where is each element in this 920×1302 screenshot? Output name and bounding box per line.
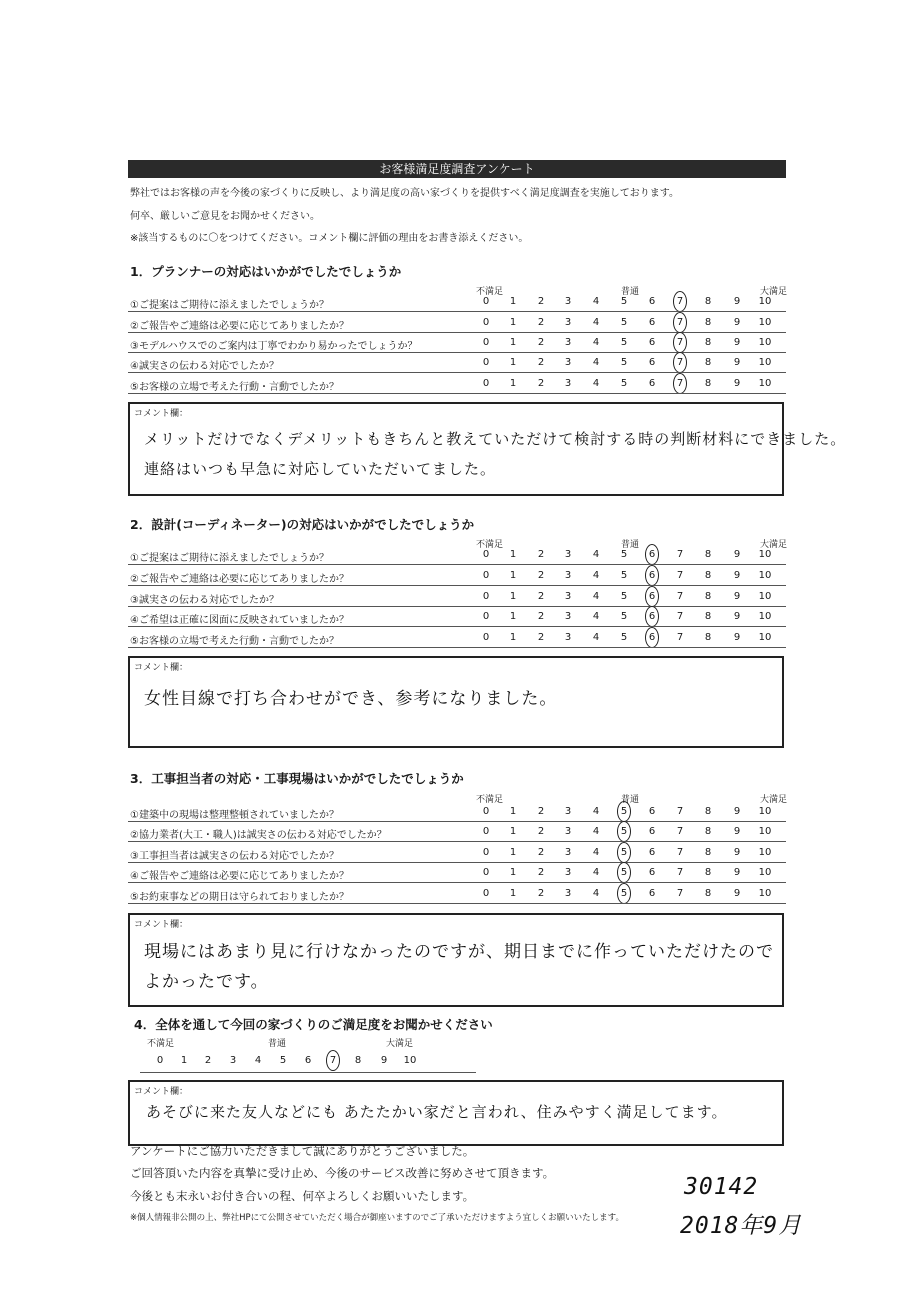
comment-label: コメント欄： bbox=[134, 409, 189, 419]
rating-option[interactable]: 2 bbox=[537, 591, 545, 602]
rating-option[interactable]: 1 bbox=[509, 549, 517, 560]
rating-option[interactable]: 9 bbox=[733, 867, 741, 878]
rating-option[interactable]: 2 bbox=[537, 611, 545, 622]
rating-option[interactable]: 4 bbox=[592, 826, 600, 837]
rating-option[interactable]: 0 bbox=[482, 357, 490, 368]
rating-option[interactable]: 8 bbox=[704, 357, 712, 368]
rating-option[interactable]: 10 bbox=[758, 337, 772, 348]
survey-title: お客様満足度調査アンケート bbox=[128, 160, 786, 178]
section-title: 1．プランナーの対応はいかがでしたでしょうか bbox=[130, 264, 402, 279]
rating-option[interactable]: 9 bbox=[733, 847, 741, 858]
rating-option[interactable]: 0 bbox=[482, 317, 490, 328]
rating-option[interactable]: 6 bbox=[648, 888, 656, 899]
rating-option[interactable]: 0 bbox=[482, 632, 490, 643]
rating-option[interactable]: 5 bbox=[620, 296, 628, 307]
rating-option[interactable]: 7 bbox=[676, 888, 684, 899]
selected-rating-circle bbox=[617, 862, 631, 883]
rating-option[interactable]: 10 bbox=[758, 357, 772, 368]
rating-option[interactable]: 3 bbox=[564, 591, 572, 602]
rating-option[interactable]: 6 bbox=[304, 1055, 312, 1066]
rating-option[interactable]: 2 bbox=[537, 826, 545, 837]
rating-option[interactable]: 4 bbox=[254, 1055, 262, 1066]
rating-option[interactable]: 9 bbox=[733, 296, 741, 307]
rating-option[interactable]: 2 bbox=[537, 888, 545, 899]
question-label: ④誠実さの伝わる対応でしたか？ bbox=[130, 361, 279, 372]
rating-option[interactable]: 3 bbox=[229, 1055, 237, 1066]
scale-label-high: 大満足 bbox=[760, 795, 788, 805]
rating-option[interactable]: 6 bbox=[648, 611, 656, 622]
question-label: ③誠実さの伝わる対応でしたか？ bbox=[130, 595, 279, 606]
selected-rating-circle bbox=[617, 821, 631, 842]
selected-rating-circle bbox=[645, 586, 659, 607]
rating-option[interactable]: 3 bbox=[564, 317, 572, 328]
rating-option[interactable]: 8 bbox=[704, 378, 712, 389]
row-divider bbox=[128, 821, 786, 822]
rating-option[interactable]: 0 bbox=[482, 296, 490, 307]
rating-option[interactable]: 8 bbox=[704, 826, 712, 837]
rating-option[interactable]: 6 bbox=[648, 296, 656, 307]
rating-option[interactable]: 4 bbox=[592, 867, 600, 878]
question-label: ③モデルハウスでのご案内は丁寧でわかり易かったでしょうか？ bbox=[130, 341, 418, 352]
rating-option[interactable]: 7 bbox=[676, 378, 684, 389]
rating-option[interactable]: 7 bbox=[676, 337, 684, 348]
rating-option[interactable]: 9 bbox=[733, 337, 741, 348]
row-divider bbox=[128, 882, 786, 883]
rating-option[interactable]: 7 bbox=[676, 632, 684, 643]
section-title: 3．工事担当者の対応・工事現場はいかがでしたでしょうか bbox=[130, 771, 464, 786]
rating-option[interactable]: 9 bbox=[733, 317, 741, 328]
rating-option[interactable]: 5 bbox=[620, 357, 628, 368]
handwritten-comment: 女性目線で打ち合わせができ、参考になりました。 bbox=[144, 689, 558, 709]
rating-option[interactable]: 3 bbox=[564, 632, 572, 643]
question-label: ④ご報告やご連絡は必要に応じてありましたか？ bbox=[130, 871, 349, 882]
selected-rating-circle bbox=[617, 883, 631, 904]
selected-rating-circle bbox=[673, 332, 687, 353]
rating-option[interactable]: 3 bbox=[564, 867, 572, 878]
rating-option[interactable]: 8 bbox=[704, 888, 712, 899]
rating-option[interactable]: 6 bbox=[648, 826, 656, 837]
rating-option[interactable]: 8 bbox=[704, 317, 712, 328]
rating-option[interactable]: 10 bbox=[403, 1055, 417, 1066]
scale-label-low: 不満足 bbox=[476, 540, 504, 550]
rating-option[interactable]: 10 bbox=[758, 847, 772, 858]
rating-option[interactable]: 10 bbox=[758, 549, 772, 560]
scale-label-mid: 普通 bbox=[621, 795, 640, 805]
rating-option[interactable]: 8 bbox=[704, 806, 712, 817]
rating-option[interactable]: 8 bbox=[704, 296, 712, 307]
rating-option[interactable]: 2 bbox=[537, 337, 545, 348]
scale-label-high: 大満足 bbox=[760, 540, 788, 550]
rating-option[interactable]: 6 bbox=[648, 867, 656, 878]
rating-option[interactable]: 0 bbox=[482, 826, 490, 837]
row-divider bbox=[128, 585, 786, 586]
handwritten-comment: メリットだけでなくデメリットもきちんと教えていただけて検討する時の判断材料にできました。 bbox=[144, 430, 847, 448]
selected-rating-circle bbox=[673, 291, 687, 312]
comment-box bbox=[128, 402, 784, 496]
rating-option[interactable]: 2 bbox=[537, 549, 545, 560]
rating-option[interactable]: 2 bbox=[204, 1055, 212, 1066]
rating-option[interactable]: 3 bbox=[564, 888, 572, 899]
selected-rating-circle bbox=[617, 842, 631, 863]
rating-option[interactable]: 10 bbox=[758, 632, 772, 643]
question-label: ⑤お客様の立場で考えた行動・言動でしたか？ bbox=[130, 382, 339, 393]
rating-option[interactable]: 9 bbox=[733, 549, 741, 560]
closing-message: アンケートにご協力いただきまして誠にありがとうございました。 bbox=[130, 1144, 475, 1158]
scale-label-high: 大満足 bbox=[386, 1039, 414, 1049]
intro-text: 弊社ではお客様の声を今後の家づくりに反映し、より満足度の高い家づくりを提供すべく満足度調査を実施しております。 bbox=[130, 188, 679, 199]
rating-option[interactable]: 5 bbox=[620, 632, 628, 643]
rating-option[interactable]: 10 bbox=[758, 378, 772, 389]
rating-option[interactable]: 6 bbox=[648, 806, 656, 817]
rating-option[interactable]: 6 bbox=[648, 570, 656, 581]
rating-option[interactable]: 1 bbox=[509, 337, 517, 348]
rating-option[interactable]: 1 bbox=[509, 632, 517, 643]
rating-option[interactable]: 1 bbox=[509, 591, 517, 602]
rating-option[interactable]: 3 bbox=[564, 611, 572, 622]
rating-option[interactable]: 9 bbox=[733, 570, 741, 581]
rating-option[interactable]: 5 bbox=[620, 826, 628, 837]
rating-option[interactable]: 5 bbox=[620, 570, 628, 581]
rating-option[interactable]: 4 bbox=[592, 632, 600, 643]
scale-label-low: 不満足 bbox=[476, 287, 504, 297]
rating-option[interactable]: 5 bbox=[620, 847, 628, 858]
rating-option[interactable]: 8 bbox=[704, 549, 712, 560]
rating-option[interactable]: 1 bbox=[509, 317, 517, 328]
rating-option[interactable]: 1 bbox=[509, 570, 517, 581]
comment-label: コメント欄： bbox=[134, 920, 189, 930]
rating-option[interactable]: 8 bbox=[704, 847, 712, 858]
question-label: ④ご希望は正確に図面に反映されていましたか？ bbox=[130, 615, 349, 626]
row-divider bbox=[128, 841, 786, 842]
scale-label-mid: 普通 bbox=[268, 1039, 287, 1049]
rating-option[interactable]: 6 bbox=[648, 337, 656, 348]
rating-option[interactable]: 0 bbox=[482, 570, 490, 581]
privacy-note: ※個人情報非公開の上、弊社HPにて公開させていただく場合が御座いますのでご了承いただけますよう宜しくお願いいたします。 bbox=[130, 1213, 624, 1223]
rating-option[interactable]: 8 bbox=[704, 867, 712, 878]
selected-rating-circle bbox=[617, 801, 631, 822]
rating-option[interactable]: 4 bbox=[592, 337, 600, 348]
selected-rating-circle bbox=[673, 352, 687, 373]
rating-option[interactable]: 10 bbox=[758, 296, 772, 307]
row-divider bbox=[128, 606, 786, 607]
rating-option[interactable]: 9 bbox=[733, 806, 741, 817]
rating-option[interactable]: 5 bbox=[620, 867, 628, 878]
question-label: ①ご提案はご期待に添えましたでしょうか？ bbox=[130, 553, 329, 564]
rating-option[interactable]: 5 bbox=[620, 888, 628, 899]
rating-option[interactable]: 4 bbox=[592, 591, 600, 602]
rating-option[interactable]: 0 bbox=[482, 337, 490, 348]
rating-option[interactable]: 9 bbox=[733, 632, 741, 643]
rating-option[interactable]: 7 bbox=[676, 317, 684, 328]
rating-option[interactable]: 1 bbox=[509, 867, 517, 878]
row-divider bbox=[128, 332, 786, 333]
scale-label-low: 不満足 bbox=[147, 1039, 175, 1049]
rating-option[interactable]: 1 bbox=[509, 378, 517, 389]
row-divider bbox=[128, 862, 786, 863]
rating-option[interactable]: 0 bbox=[482, 847, 490, 858]
selected-rating-circle bbox=[326, 1050, 340, 1071]
rating-option[interactable]: 4 bbox=[592, 296, 600, 307]
scale-label-mid: 普通 bbox=[621, 287, 640, 297]
row-divider bbox=[128, 352, 786, 353]
rating-option[interactable]: 2 bbox=[537, 317, 545, 328]
rating-option[interactable]: 7 bbox=[676, 549, 684, 560]
rating-option[interactable]: 10 bbox=[758, 806, 772, 817]
rating-option[interactable]: 0 bbox=[482, 378, 490, 389]
rating-option[interactable]: 9 bbox=[733, 591, 741, 602]
rating-option[interactable]: 5 bbox=[620, 337, 628, 348]
rating-option[interactable]: 3 bbox=[564, 337, 572, 348]
question-label: ②ご報告やご連絡は必要に応じてありましたか？ bbox=[130, 321, 349, 332]
rating-option[interactable]: 4 bbox=[592, 357, 600, 368]
rating-option[interactable]: 8 bbox=[704, 611, 712, 622]
rating-option[interactable]: 4 bbox=[592, 888, 600, 899]
rating-option[interactable]: 6 bbox=[648, 632, 656, 643]
rating-option[interactable]: 9 bbox=[733, 826, 741, 837]
rating-option[interactable]: 4 bbox=[592, 549, 600, 560]
handwritten-date: 2018年9月 bbox=[680, 1213, 803, 1239]
rating-option[interactable]: 3 bbox=[564, 826, 572, 837]
rating-option[interactable]: 7 bbox=[676, 867, 684, 878]
closing-message: 今後とも末永いお付き合いの程、何卒よろしくお願いいたします。 bbox=[130, 1189, 475, 1203]
question-label: ②協力業者(大工・職人)は誠実さの伝わる対応でしたか？ bbox=[130, 830, 387, 841]
selected-rating-circle bbox=[673, 312, 687, 333]
rating-option[interactable]: 7 bbox=[676, 826, 684, 837]
rating-option[interactable]: 3 bbox=[564, 549, 572, 560]
selected-rating-circle bbox=[673, 373, 687, 394]
scale-label-high: 大満足 bbox=[760, 287, 788, 297]
rating-option[interactable]: 5 bbox=[620, 591, 628, 602]
question-label: ①建築中の現場は整理整頓されていましたか？ bbox=[130, 810, 339, 821]
rating-option[interactable]: 7 bbox=[676, 806, 684, 817]
rating-option[interactable]: 4 bbox=[592, 570, 600, 581]
rating-option[interactable]: 7 bbox=[676, 296, 684, 307]
handwritten-id-number: 30142 bbox=[684, 1174, 759, 1200]
rating-option[interactable]: 1 bbox=[509, 357, 517, 368]
rating-option[interactable]: 2 bbox=[537, 570, 545, 581]
row-divider bbox=[128, 311, 786, 312]
rating-option[interactable]: 6 bbox=[648, 549, 656, 560]
row-divider bbox=[128, 564, 786, 565]
scale-label-low: 不満足 bbox=[476, 795, 504, 805]
scale-label-mid: 普通 bbox=[621, 540, 640, 550]
rating-option[interactable]: 6 bbox=[648, 847, 656, 858]
rating-option[interactable]: 1 bbox=[180, 1055, 188, 1066]
handwritten-comment: 連絡はいつも早急に対応していただいてました。 bbox=[144, 460, 497, 478]
rating-option[interactable]: 10 bbox=[758, 317, 772, 328]
rating-option[interactable]: 5 bbox=[620, 611, 628, 622]
rating-option[interactable]: 3 bbox=[564, 806, 572, 817]
row-divider bbox=[128, 372, 786, 373]
rating-option[interactable]: 5 bbox=[620, 806, 628, 817]
rating-option[interactable]: 9 bbox=[733, 888, 741, 899]
rating-option[interactable]: 9 bbox=[380, 1055, 388, 1066]
rating-option[interactable]: 1 bbox=[509, 847, 517, 858]
rating-option[interactable]: 6 bbox=[648, 591, 656, 602]
rating-option[interactable]: 3 bbox=[564, 378, 572, 389]
rating-option[interactable]: 0 bbox=[482, 591, 490, 602]
selected-rating-circle bbox=[645, 565, 659, 586]
section-title: 4．全体を通して今回の家づくりのご満足度をお聞かせください bbox=[134, 1017, 493, 1032]
rating-option[interactable]: 8 bbox=[704, 632, 712, 643]
rating-option[interactable]: 3 bbox=[564, 296, 572, 307]
rating-option[interactable]: 5 bbox=[620, 317, 628, 328]
rating-option[interactable]: 2 bbox=[537, 632, 545, 643]
handwritten-comment: よかったです。 bbox=[144, 972, 269, 992]
rating-option[interactable]: 2 bbox=[537, 847, 545, 858]
rating-option[interactable]: 6 bbox=[648, 357, 656, 368]
question-label: ③工事担当者は誠実さの伝わる対応でしたか？ bbox=[130, 851, 339, 862]
rating-option[interactable]: 3 bbox=[564, 357, 572, 368]
rating-option[interactable]: 4 bbox=[592, 806, 600, 817]
rating-option[interactable]: 7 bbox=[676, 591, 684, 602]
rating-option[interactable]: 9 bbox=[733, 357, 741, 368]
rating-option[interactable]: 10 bbox=[758, 888, 772, 899]
handwritten-comment: あそびに来た友人などにも あたたかい家だと言われ、住みやすく満足してます。 bbox=[146, 1103, 728, 1121]
rating-option[interactable]: 7 bbox=[676, 847, 684, 858]
rating-option[interactable]: 6 bbox=[648, 378, 656, 389]
rating-option[interactable]: 0 bbox=[482, 611, 490, 622]
rating-option[interactable]: 5 bbox=[620, 549, 628, 560]
rating-option[interactable]: 0 bbox=[482, 867, 490, 878]
rating-option[interactable]: 3 bbox=[564, 570, 572, 581]
rating-option[interactable]: 1 bbox=[509, 611, 517, 622]
row-divider bbox=[128, 903, 786, 904]
closing-message: ご回答頂いた内容を真摯に受け止め、今後のサービス改善に努めさせて頂きます。 bbox=[130, 1166, 555, 1180]
intro-text: ※該当するものに〇をつけてください。コメント欄に評価の理由をお書き添えください。 bbox=[130, 233, 529, 244]
section-title: 2．設計(コーディネーター)の対応はいかがでしたでしょうか bbox=[130, 517, 475, 532]
comment-label: コメント欄： bbox=[134, 663, 189, 673]
rating-option[interactable]: 7 bbox=[676, 357, 684, 368]
rating-option[interactable]: 9 bbox=[733, 378, 741, 389]
rating-option[interactable]: 10 bbox=[758, 591, 772, 602]
rating-option[interactable]: 9 bbox=[733, 611, 741, 622]
rating-option[interactable]: 2 bbox=[537, 296, 545, 307]
rating-option[interactable]: 1 bbox=[509, 826, 517, 837]
rating-option[interactable]: 8 bbox=[354, 1055, 362, 1066]
rating-option[interactable]: 7 bbox=[329, 1055, 337, 1066]
rating-option[interactable]: 5 bbox=[279, 1055, 287, 1066]
question-label: ②ご報告やご連絡は必要に応じてありましたか？ bbox=[130, 574, 349, 585]
rating-option[interactable]: 10 bbox=[758, 570, 772, 581]
handwritten-comment: 現場にはあまり見に行けなかったのですが、期日までに作っていただけたので bbox=[144, 942, 774, 962]
rating-option[interactable]: 1 bbox=[509, 296, 517, 307]
rating-option[interactable]: 7 bbox=[676, 570, 684, 581]
rating-option[interactable]: 3 bbox=[564, 847, 572, 858]
selected-rating-circle bbox=[645, 544, 659, 565]
rating-option[interactable]: 2 bbox=[537, 867, 545, 878]
rating-option[interactable]: 0 bbox=[156, 1055, 164, 1066]
rating-option[interactable]: 0 bbox=[482, 806, 490, 817]
rating-option[interactable]: 10 bbox=[758, 611, 772, 622]
selected-rating-circle bbox=[645, 606, 659, 627]
rating-option[interactable]: 4 bbox=[592, 847, 600, 858]
rating-option[interactable]: 10 bbox=[758, 826, 772, 837]
rating-option[interactable]: 2 bbox=[537, 357, 545, 368]
question-label: ⑤お約束事などの期日は守られておりましたか？ bbox=[130, 892, 349, 903]
rating-option[interactable]: 4 bbox=[592, 611, 600, 622]
rating-option[interactable]: 6 bbox=[648, 317, 656, 328]
row-divider bbox=[128, 647, 786, 648]
row-divider bbox=[140, 1072, 476, 1073]
rating-option[interactable]: 1 bbox=[509, 806, 517, 817]
rating-option[interactable]: 2 bbox=[537, 378, 545, 389]
question-label: ①ご提案はご期待に添えましたでしょうか？ bbox=[130, 300, 329, 311]
rating-option[interactable]: 5 bbox=[620, 378, 628, 389]
rating-option[interactable]: 10 bbox=[758, 867, 772, 878]
rating-option[interactable]: 0 bbox=[482, 888, 490, 899]
rating-option[interactable]: 2 bbox=[537, 806, 545, 817]
rating-option[interactable]: 8 bbox=[704, 570, 712, 581]
rating-option[interactable]: 8 bbox=[704, 337, 712, 348]
rating-option[interactable]: 8 bbox=[704, 591, 712, 602]
rating-option[interactable]: 7 bbox=[676, 611, 684, 622]
row-divider bbox=[128, 393, 786, 394]
rating-option[interactable]: 1 bbox=[509, 888, 517, 899]
question-label: ⑤お客様の立場で考えた行動・言動でしたか？ bbox=[130, 636, 339, 647]
row-divider bbox=[128, 626, 786, 627]
comment-label: コメント欄： bbox=[134, 1087, 189, 1097]
rating-option[interactable]: 4 bbox=[592, 378, 600, 389]
intro-text: 何卒、厳しいご意見をお聞かせください。 bbox=[130, 211, 320, 222]
rating-option[interactable]: 0 bbox=[482, 549, 490, 560]
rating-option[interactable]: 4 bbox=[592, 317, 600, 328]
selected-rating-circle bbox=[645, 627, 659, 648]
